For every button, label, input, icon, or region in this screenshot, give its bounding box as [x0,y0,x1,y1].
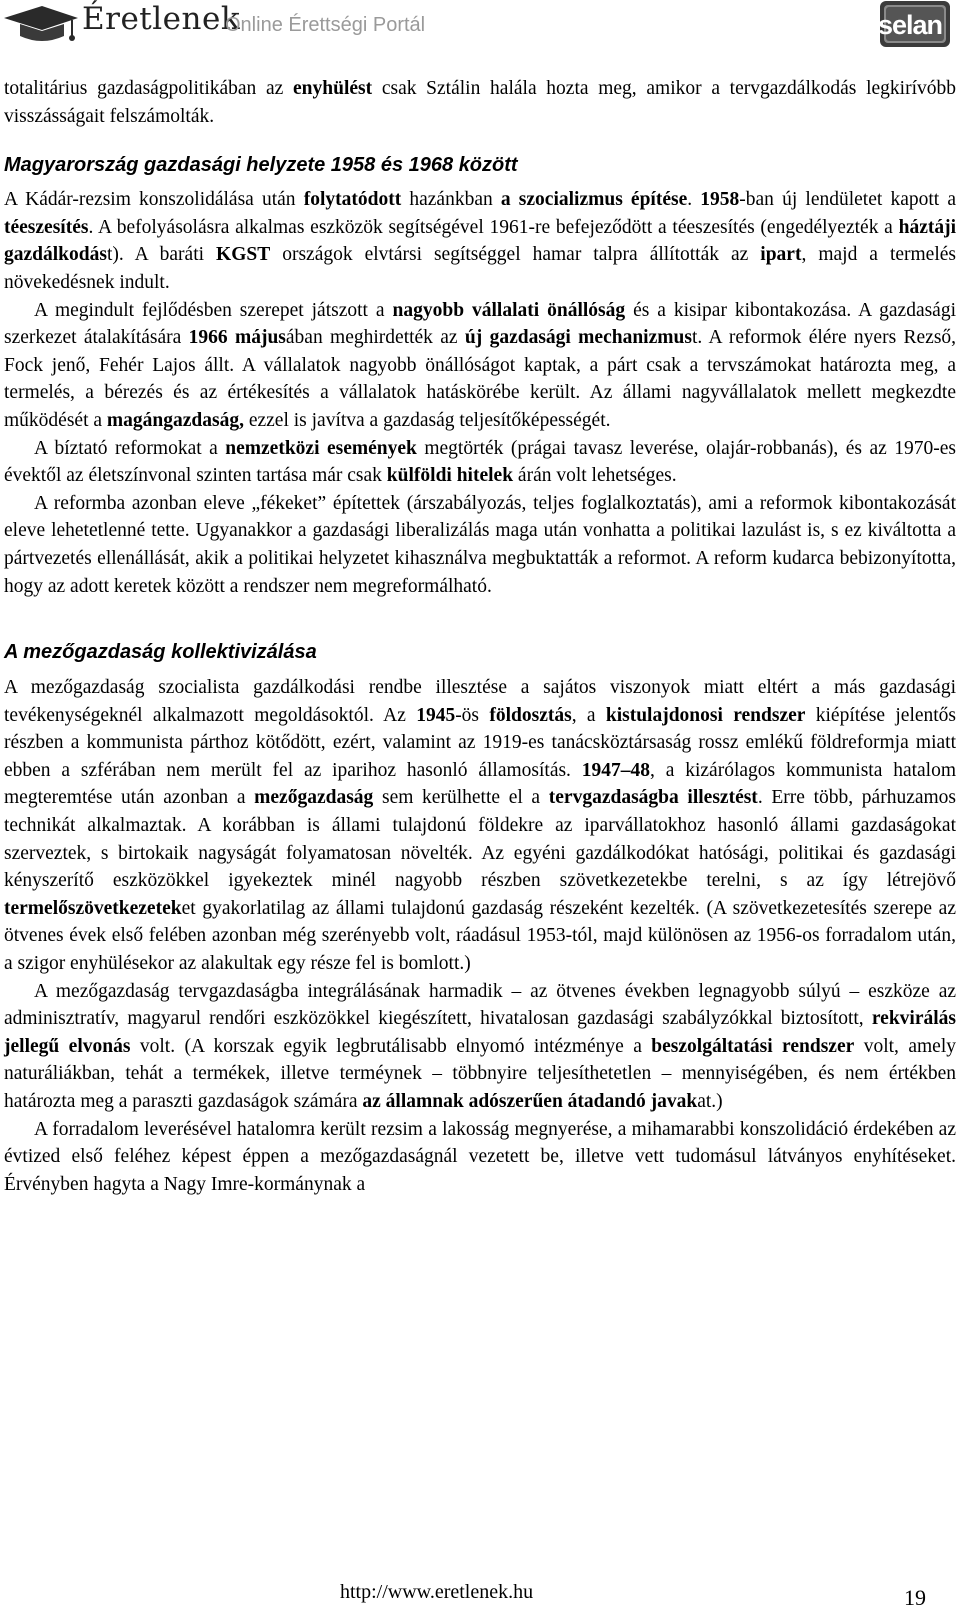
text-run: , a [571,704,606,726]
text-run: -ös [455,704,490,726]
text-run: A Kádár-rezsim konszolidálása után [4,189,304,211]
bold-text: kistulajdonosi rendszer [605,704,806,726]
text-run: A megindult fejlődésben szerepet játszott a [34,299,393,321]
text-run: -ban új lendületet kapott a [739,189,956,211]
text-run: A mezőgazdaság tervgazdaságba integrálásának harmadik – az ötvenes években legnagyobb súlyú – eszköze az adminisztratív, magyarul rendőri eszközökkel kiegészített, hivatalosan gazdasági szabályzókkal biztosított, [4,980,956,1030]
text-run: A forradalom leverésével hatalomra került rezsim a lakosság megnyerése, a mihamarabbi konszolidáció érdekében az évtized első feléhez képest éppen a mezőgazdaságnál vezetett be, illetve vett tudomásul látványos enyhítéseket. Érvényben hagyta a Nagy Imre-kormánynak a [4,1118,956,1195]
text-run: volt, amely naturáliákban, tehát a termékek, illetve terméynek – többnyire teljesíthetetlen – mennyiségében, és nem értékben határozta meg a paraszti gazdaságok számára [4,1035,956,1112]
text-run: volt. (A korszak egyik legbrutálisabb elnyomó intézménye a [130,1035,652,1057]
bold-text: magángazdaság, [106,409,244,431]
text-run: . Erre több, párhuzamos technikát alkalmaztak. A korábban is állami tulajdonú földekre az iparvállatokhoz hasonló állami gazdaságokat szerveztek, s birtokaik nagyságát folyamatosan növelték. Az egyéni gazdálkodókat hatósági, politikai és gazdasági kényszerítő eszközökkel igyekeztek minél nagyobb részben szövetkezetekbe terelni, s az így létrejövő [4,787,957,892]
document-body [4,75,956,1198]
text-run: és a kisipar kibontakozása. A gazdasági szerkezet átalakítására [4,299,957,349]
bold-text: tervgazdaságba illesztést [548,787,758,809]
paragraph [4,186,956,296]
bold-text: enyhülést [293,78,373,99]
paragraph [4,75,956,130]
bold-text: 1958 [700,189,740,211]
page-number: 19 [904,1585,926,1610]
bold-text: háztáji gazdálkodás [4,216,956,266]
text-run: , majd a termelés növekedésnek indult. [4,244,957,293]
bold-text: beszolgáltatási rendszer [651,1035,855,1057]
page-header [0,0,960,60]
paragraph [4,674,956,978]
bold-text: 1947–48 [581,759,651,781]
bold-text: földosztás [489,704,572,726]
text-run: , a kizárólagos kommunista hatalom megteremtése után azonban a [4,759,957,809]
text-run: A reformba azonban eleve „fékeket” építettek (árszabályozás, teljes foglalkoztatás), ami a reformok kibontakozását eleve lehetetlenné tette. Ugyanakkor a gazdasági liberalizálás maga után vonhatta a politikai lazulást is, s ez kiváltotta a pártvezetés ellenállását, akik a politikai helyzetet kihasználva megbuktatták a reformot. A reform kudarca bebizonyította, hogy az adott keretek között a rendszer nem megreformálható. [4,492,956,597]
site-logo-text: Éretlenek [82,1,241,37]
text-run: . [687,189,701,211]
text-run: t). A baráti [106,244,217,266]
paragraph [4,978,956,1116]
text-run: t. A reformok élére nyers Rezső, Fock jenő, Fehér Lajos állt. A vállalatok nagyobb önállóságot kaptak, a párt csak a tervszámokat határozta meg, a termelés, a bérezés és az értékesítés a vállalatok hatáskörébe került. Az állami nagyvállalatok mellett megkezdte működését a [4,327,957,431]
text-run: hazánkban [401,189,501,211]
section-heading: A mezőgazdaság kollektivizálása [4,641,317,664]
text-run: árán volt lehetséges. [513,465,677,487]
bold-text: rekvirálás jellegű elvonás [4,1008,956,1057]
bold-text: 1945 [416,704,456,726]
footer-url[interactable]: http://www.eretlenek.hu [340,1581,534,1603]
bold-text: az államnak adószerűen átadandó javak [362,1091,698,1112]
bold-text: termelőszövetkezetek [4,897,182,919]
text-run: et gyakorlatilag az állami tulajdonú gazdaság részeként kezelték. (A szövetkezetesítés szerepe az ötvenes évek első felében azonban még szerényebb volt, ráadásul 1953-tól, majd különösen az 1956-os forradalom után, a szigor enyhülésekor az alakultak egy része fel is bomlott.) [4,897,956,975]
text-run: sem kerülhette el a [373,787,549,809]
selan-logo-text: selan [877,10,942,40]
text-run: ezzel is javítva a gazdaság teljesítőképességét. [243,409,611,431]
bold-text: téeszesítés [4,216,89,238]
text-run: A mezőgazdaság szocialista gazdálkodási rendbe illesztése a sajátos viszonyok miatt eltért a más gazdasági tevékenységeknél alkalmazott megoldásoktól. Az [4,677,956,726]
site-tagline: Online Érettségi Portál [225,14,426,36]
graduation-cap-icon [2,2,80,46]
paragraph [4,1116,956,1199]
bold-text: 1966 május [188,327,286,349]
paragraph [4,490,956,600]
bold-text: külföldi hitelek [386,465,514,487]
bold-text: ipart [760,244,802,266]
bold-text: nemzetközi események [225,437,417,459]
text-run: ában meghirdették az [285,327,465,349]
bold-text: folytatódott [303,189,402,211]
paragraph [4,435,956,490]
bold-text: KGST [216,244,271,266]
text-run: kiépítése jelentős részben a kommunista párthoz kötődött, ezért, valamint az 1919-es tanácsköztársaság rossz emlékű földreformja miatt ebben a szférában nem merült fel az iparihoz hasonló államosítás. [4,704,957,781]
section-heading: Magyarország gazdasági helyzete 1958 és 1968 között [4,154,518,177]
text-run: . A befolyásolásra alkalmas eszközök segítségével 1961-re befejeződött a téeszesítés (engedélyezték a [88,216,899,238]
text-run: A bíztató reformokat a [34,437,226,459]
text-run: megtörték (prágai tavasz leverése, olajár-robbanás), és az 1970-es évektől az életszínvonal szinten tartása már csak [4,437,956,487]
bold-text: nagyobb vállalati önállóság [392,299,626,321]
text-run: csak Sztálin halála hozta meg, amikor a tervgazdálkodás legkirívóbb visszásságait felszámolták. [4,78,956,127]
bold-text: a szocializmus építése [500,189,688,211]
text-run: totalitárius gazdaságpolitikában az [4,78,294,99]
bold-text: új gazdasági mechanizmus [464,327,692,349]
paragraph [4,297,956,435]
text-run: országok elvtársi segítséggel hamar talpra állították az [270,244,761,266]
text-run: at.) [697,1091,723,1112]
bold-text: mezőgazdaság [254,787,374,809]
